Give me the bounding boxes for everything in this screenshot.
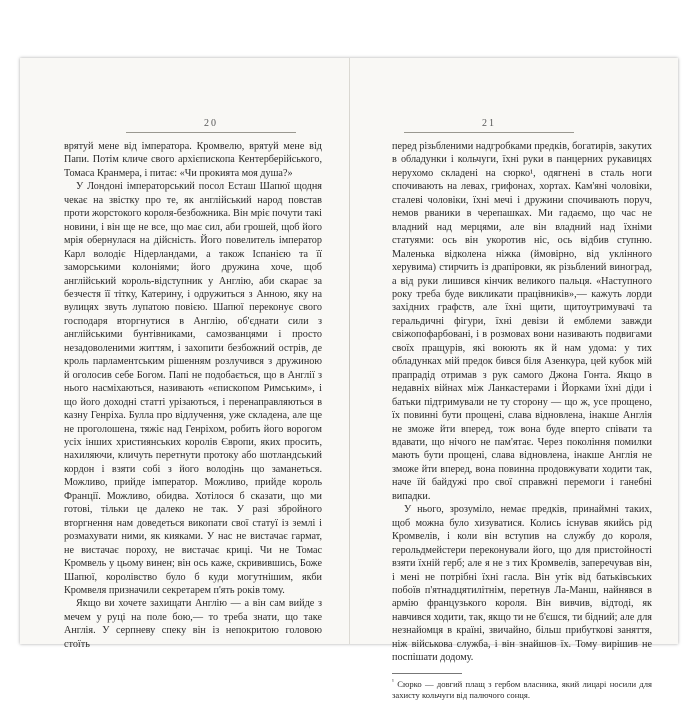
paragraph: перед різьбленими надгробками предків, богатирів, закутих в обладунки і кольчуги, їхні руки в панцерних рукавицях нерухомо складені на сюрко¹, одягнені в сталь ноги спочивають на левах, грифонах, хортах. Кам'яні чоловіки, сталеві чоловіки, їхні мечі і дружини спочивають поруч, немов рваники в черепашках. Ми гадаємо, що час не владний над мерцями, але він владний над їхніми статуями: ось він укоротив ніс, ось відбив ступню. Маленька відколена ніжка (ймовірно, від уклінного херувима) стирчить із драпіровки, як різьблений виноград, а від руки лишився кінчик великого пальця. «Наступного року треба буде викликати працівників»,— кажуть лорди західних графств, але їхні щити, щитоутримувачі та геральдичні фігури, їхні девізи й емблеми завжди свіжопофарбовані, і в розмовах вони називають подвигами своїх пращурів, які воюють як й нам удома: у тих обладунках мій предок бився біля Азенкура, цей кубок мій прапрадід отримав з рук самого Джона Гонта. Якщо в недавніх війнах між Ланкастерами і Йорками їхні діди і батьки підтримували не ту сторону — що ж, усе прощено, їх повинні бути прощені, слава відновлена, інакше Англія не зможе йти вперед, тож вона буде вперто співати та вдавати, що нічого не пам'ятає. Через покоління помилки мають бути прощені, слава відновлена, інакше Англія не зможе йти вперед, вона повинна продовжувати ходити так, наче їй байдужі про свої справжні перемоги і ганебні випадки. <box>392 141 652 502</box>
footnote-text: Сюрко — довгий плащ з гербом власника, який лицарі носили для захисту кольчуги від палючого сонця. <box>392 678 652 700</box>
book-spread <box>20 58 678 700</box>
left-page-number: 20 <box>126 118 296 133</box>
paragraph: врятуй мене від імператора. Кромвелю, врятуй мене від Папи. Потім кличе свого архієпископа Кентерберійського, Томаса Кранмера, і питає: «Чи прокията моя душа?» <box>64 141 322 179</box>
left-page <box>20 58 349 650</box>
paragraph: Якщо ви хочете захищати Англію — а він сам вийде з мечем у руці на поле бою,— то треба знати, що таке Англія. У серпневу спеку він із непокритою головою стоїть <box>64 598 322 650</box>
paragraph: У Лондоні імператорський посол Есташ Шапюї щодня чекає на звістку про те, як англійський народ повстав проти жорстокого короля-безбожника. Він мріє почути такі новини, і він ще не все, що має сил, аби грошей, щоб його мрія обернулася на дійсність. Його повелитель імператор Карл володіє Нідерландами, а також Іспанією та її заморськими колоніями; його дружина хоче, щоб англійський король-відступник у Англію, аби скарає за безчестя її тітку, Катерину, і одружиться з Анною, яку на вулицях звуть лупатою повією. Шапюї переконує свого господаря вторгнутися в Англію, об'єднати сили з англійськими бунтівниками, самозванцями і просто незадоволеними життям, і захопити безбожний острів, де кроль парламентським рішенням розлучився з дружиною й оголосив себе Богом. Папі не подобається, що в Англії з нього насміхаються, називають «єпископом Римським», і що його доходні статті урізаються, і перенаправляються в казну Генріха. Булла про відлучення, уже складена, але ще не проголошена, тяжіє над Генріхом, робить його ворогом усіх інших християнських королів Європи, яких просить, нахиляючи, кличуть перетнути протоку або шотландський кордон і взяти собі з його володінь що заманеться. Можливо, прийде імператор. Можливо, прийде король Франції. Можливо, обидва. Хотілося б сказати, що ми готові, тільки це далеко не так. У разі збройного вторгнення нам доведеться викопати свої статуї із землі і розмахувати ними, як кияками. У нас не вистачає гармат, не вистачає пороху, не вистачає криці. Чи не Томас Кромвель у цьому винен; він ось каже, скривившись, Боже Шапюї, королівство було б куди могутнішим, якби Кромвеля призначили секретарем п'ять років тому. <box>64 181 322 596</box>
footnote-marker: ¹ <box>392 677 394 685</box>
right-page <box>350 58 678 700</box>
left-page-text <box>64 140 322 651</box>
footnote <box>392 679 652 701</box>
paragraph: У нього, зрозуміло, немає предків, принаймні таких, щоб можна було хизуватися. Колись існував якийсь рід Кромвелів, і коли він вступив на службу до короля, герольдмейстери переконували його, що для пристойності взяти їхній герб; але я не з тих Кромвелів, заперечував він, і мені не потрібні їхні гасла. Він утік від батьківських побоїв п'ятнадцятилітнім, перетнув Ла-Манш, найнявся в армію французького короля. Він вивчив, відтоді, як навчився ходити, так, якщо ти не б'єшся, ти бідний; але для незнайомця в країні, звичайно, більш прибуткові заняття, ніж військова служба, і він знайшов їх. Тому вирішив не поспішати додому. <box>392 504 652 664</box>
right-page-text <box>392 140 652 701</box>
footnote-divider <box>392 673 462 674</box>
right-page-number: 21 <box>404 118 574 133</box>
